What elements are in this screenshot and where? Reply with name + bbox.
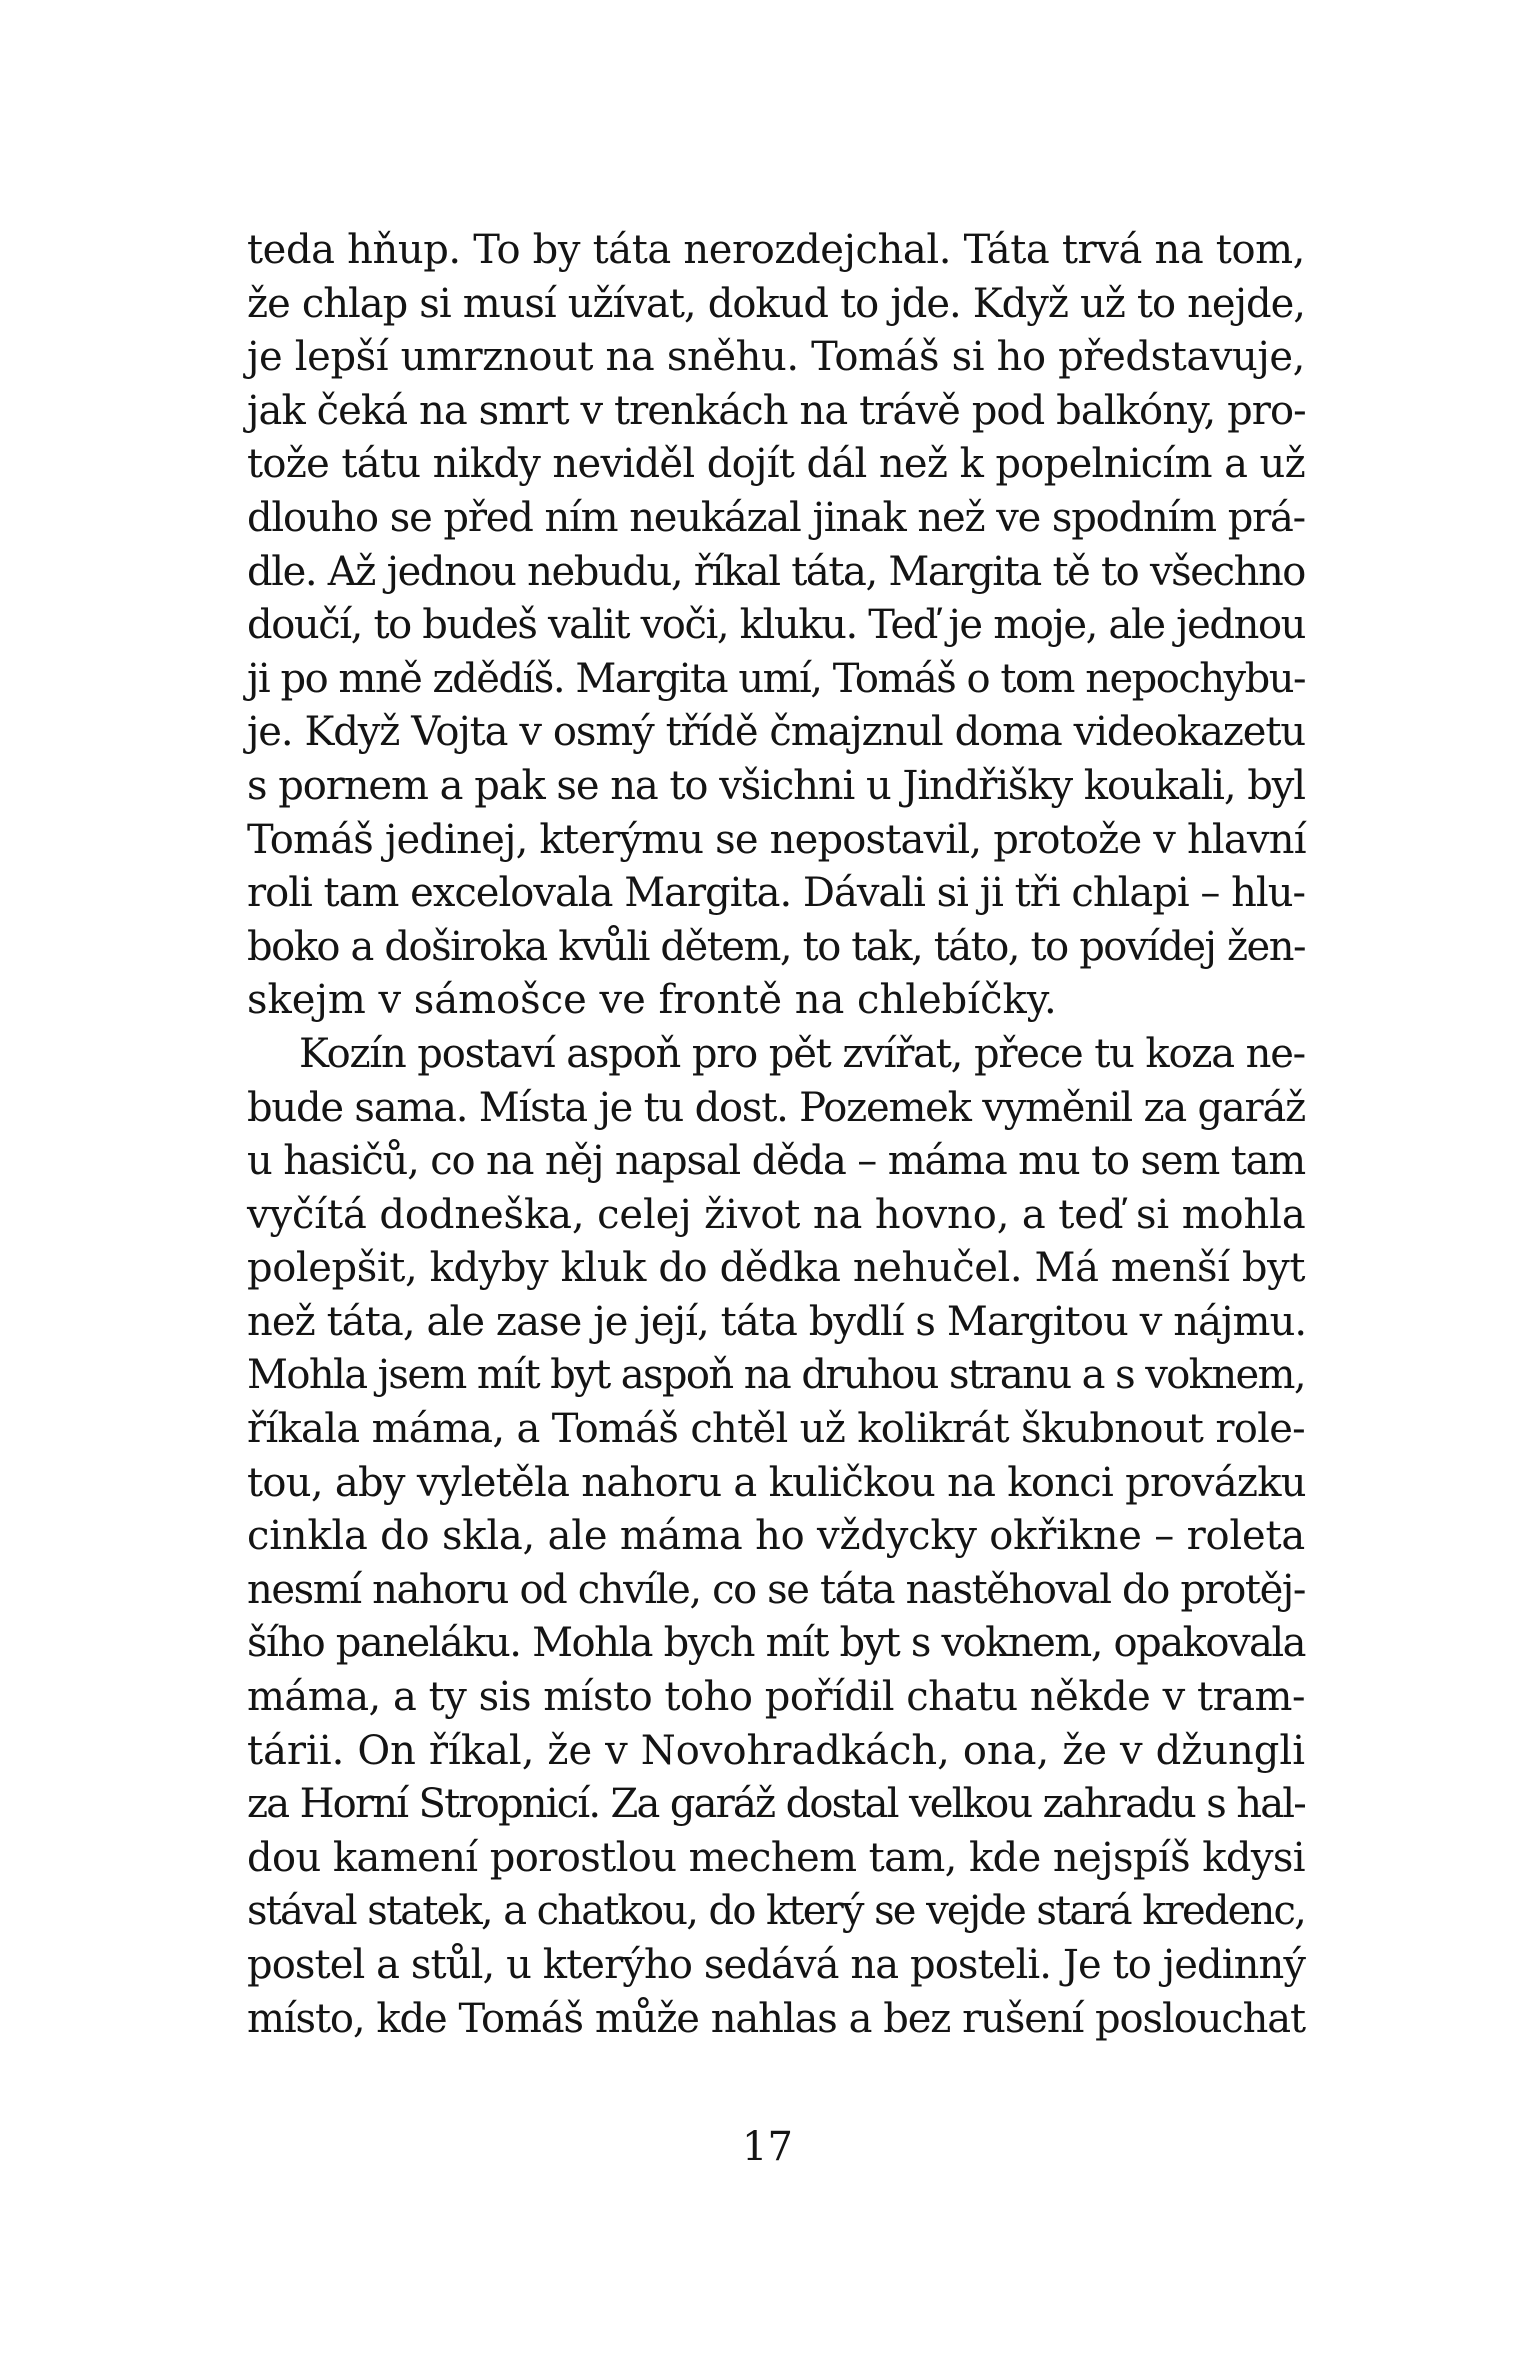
body-text [247, 224, 1305, 2046]
text-line: tárii. On říkal, že v Novohradkách, ona, že v džungli [247, 1727, 1305, 1774]
paragraph-end-line: skejm v sámošce ve frontě na chlebíčky. [247, 977, 1057, 1024]
text-line: dou kamení porostlou mechem tam, kde nejspíš kdysi [247, 1834, 1305, 1881]
text-line: vyčítá dodneška, celej život na hovno, a teď si mohla [247, 1191, 1306, 1238]
text-line: cinkla do skla, ale máma ho vždycky okřikne – roleta [247, 1513, 1305, 1560]
text-line: stával statek, a chatkou, do který se vejde stará kredenc, [247, 1888, 1305, 1935]
text-line: Mohla jsem mít byt aspoň na druhou stranu a s voknem, [247, 1352, 1305, 1399]
text-line: máma, a ty sis místo toho pořídil chatu někde v tram- [247, 1674, 1305, 1721]
text-line: roli tam excelovala Margita. Dávali si ji tři chlapi – hlu- [247, 870, 1305, 917]
text-line: polepšit, kdyby kluk do dědka nehučel. Má menší byt [247, 1245, 1305, 1292]
text-line: místo, kde Tomáš může nahlas a bez rušení poslouchat [247, 1995, 1305, 2042]
page-number: 17 [742, 2124, 793, 2170]
text-line: je lepší umrznout na sněhu. Tomáš si ho představuje, [247, 334, 1305, 381]
text-line: je. Když Vojta v osmý třídě čmajznul doma videokazetu [247, 709, 1305, 756]
paragraph-first-line: Kozín postaví aspoň pro pět zvířat, přece tu koza ne- [299, 1030, 1305, 1077]
text-line: dlouho se před ním neukázal jinak než ve spodním prá- [247, 494, 1305, 541]
text-line: s pornem a pak se na to všichni u Jindřišky koukali, byl [247, 762, 1305, 809]
text-line: bude sama. Místa je tu dost. Pozemek vyměnil za garáž [247, 1084, 1305, 1131]
text-line: postel a stůl, u kterýho sedává na posteli. Je to jedinný [247, 1942, 1306, 1988]
text-line: šího paneláku. Mohla bych mít byt s voknem, opakovala [247, 1620, 1305, 1667]
text-line: u hasičů, co na něj napsal děda – máma mu to sem tam [247, 1138, 1305, 1185]
text-line: jak čeká na smrt v trenkách na trávě pod balkóny, pro- [247, 387, 1306, 434]
text-line: boko a doširoka kvůli dětem, to tak, táto, to povídej žen- [247, 923, 1305, 970]
text-line: dle. Až jednou nebudu, říkal táta, Margita tě to všechno [247, 548, 1305, 595]
text-line: že chlap si musí užívat, dokud to jde. Když už to nejde, [247, 280, 1305, 327]
text-line: ji po mně zdědíš. Margita umí, Tomáš o tom nepochybu- [247, 655, 1305, 702]
text-line: doučí, to budeš valit voči, kluku. Teď je moje, ale jednou [247, 602, 1305, 649]
text-line: nesmí nahoru od chvíle, co se táta nastěhoval do protěj- [247, 1566, 1305, 1613]
text-line: říkala máma, a Tomáš chtěl už kolikrát škubnout role- [247, 1406, 1305, 1453]
text-line: než táta, ale zase je její, táta bydlí s Margitou v nájmu. [247, 1298, 1307, 1345]
text-line: teda hňup. To by táta nerozdejchal. Táta trvá na tom, [247, 227, 1305, 273]
text-line: za Horní Stropnicí. Za garáž dostal velkou zahradu s hal- [247, 1781, 1305, 1828]
text-line: tou, aby vyletěla nahoru a kuličkou na konci provázku [247, 1459, 1306, 1506]
text-line: tože tátu nikdy neviděl dojít dál než k popelnicím a už [247, 441, 1305, 488]
text-line: Tomáš jedinej, kterýmu se nepostavil, protože v hlavní [247, 816, 1306, 863]
